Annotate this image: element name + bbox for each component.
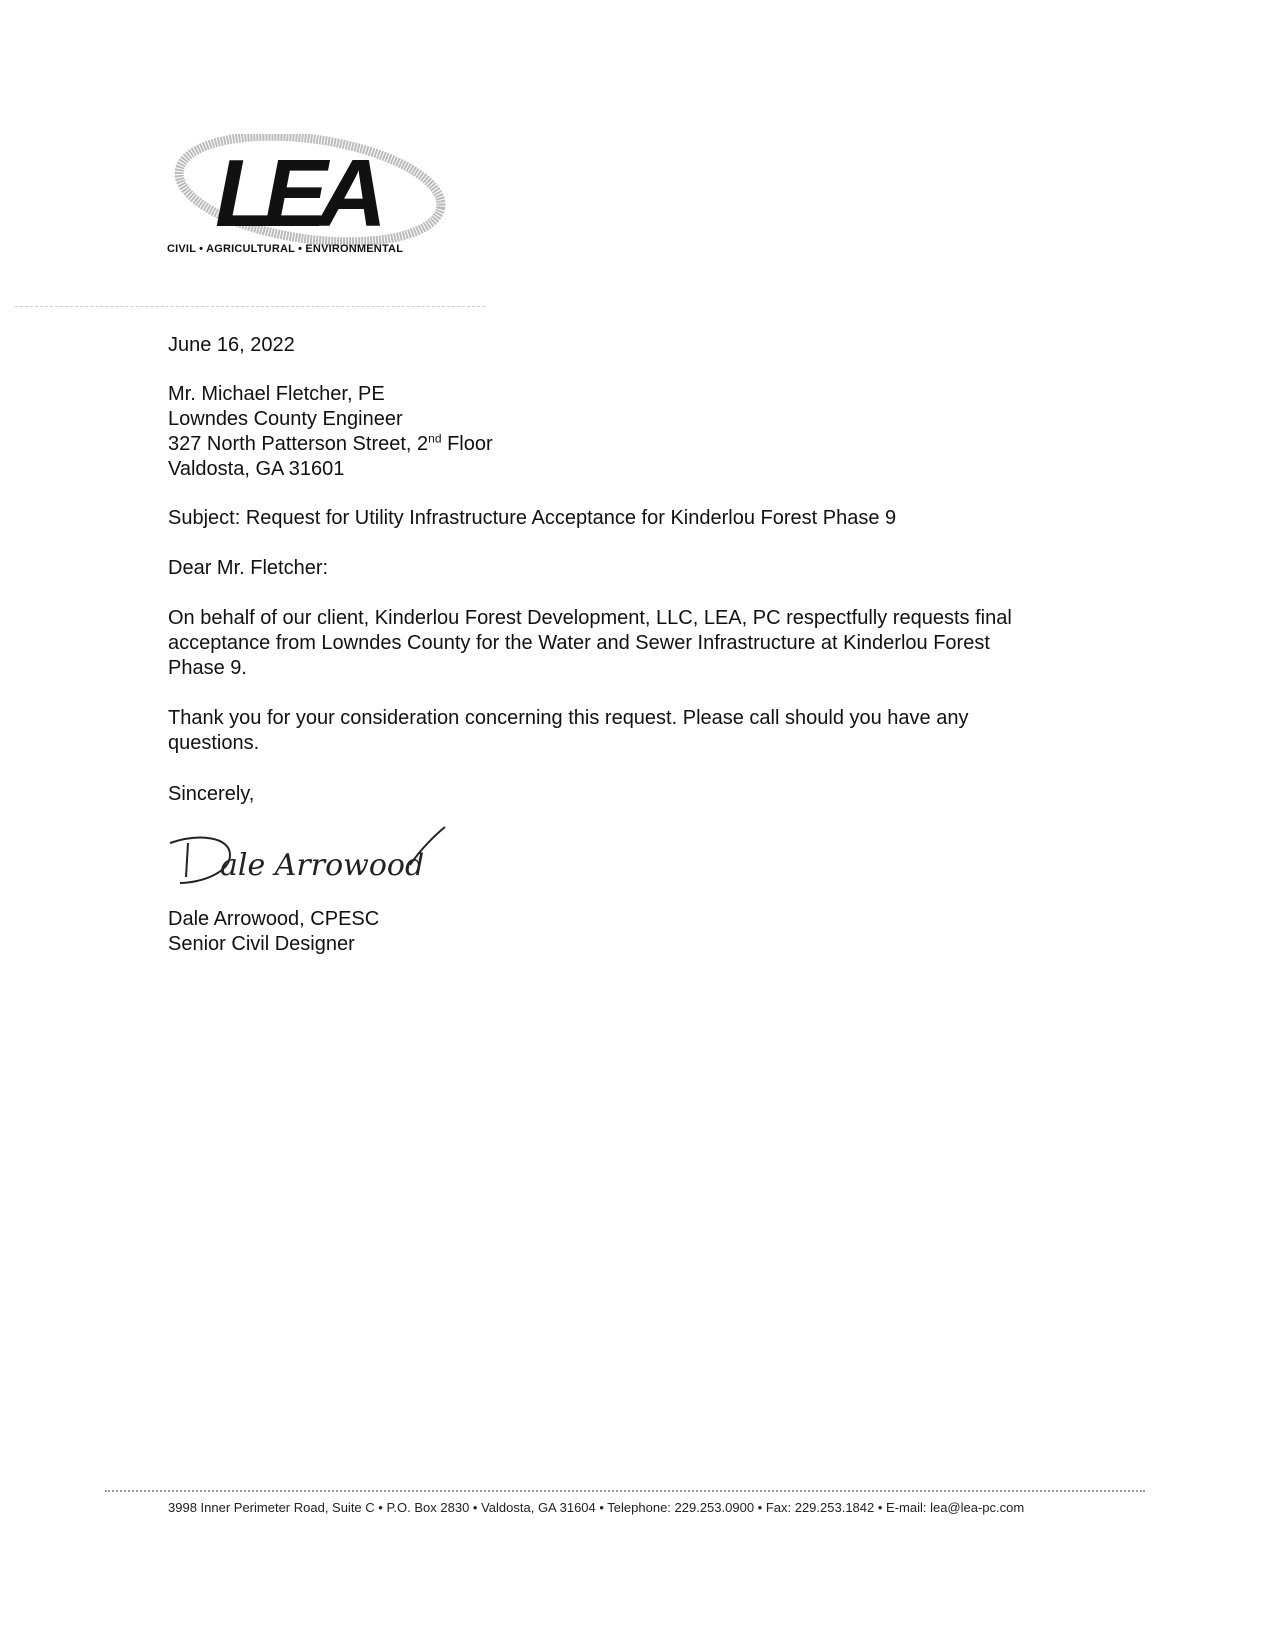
svg-text:ale Arrowood: ale Arrowood	[220, 848, 425, 883]
footer-divider	[105, 1490, 1145, 1492]
body-line: Phase 9.	[168, 657, 247, 679]
subject-line: Subject: Request for Utility Infrastructure Acceptance for Kinderlou Forest Phase 9	[168, 507, 897, 529]
signer-title: Senior Civil Designer	[168, 933, 355, 955]
footer-contact: 3998 Inner Perimeter Road, Suite C • P.O. Box 2830 • Valdosta, GA 31604 • Telephone: 229.253.0900 • Fax: 229.253.1842 • E-mail: lea@lea-pc.com	[168, 1500, 1025, 1515]
signer-name: Dale Arrowood, CPESC	[168, 908, 380, 930]
recipient-street	[168, 432, 493, 457]
signature	[160, 825, 450, 895]
logo-tagline: CIVIL • AGRICULTURAL • ENVIRONMENTAL	[167, 243, 404, 255]
letter-date: June 16, 2022	[168, 334, 295, 356]
recipient-city: Valdosta, GA 31601	[168, 458, 345, 480]
body-line: On behalf of our client, Kinderlou Forest Development, LLC, LEA, PC respectfully requests final	[168, 607, 1012, 629]
salutation: Dear Mr. Fletcher:	[168, 557, 329, 579]
lea-logo	[165, 134, 450, 259]
body-line: Thank you for your consideration concerning this request. Please call should you have any	[168, 707, 969, 729]
header-divider	[15, 306, 485, 307]
svg-text:LEA: LEA	[215, 140, 377, 247]
body-line: acceptance from Lowndes County for the Water and Sewer Infrastructure at Kinderlou Forest	[168, 632, 990, 654]
street-text: 327 North Patterson Street, 2	[168, 433, 429, 455]
recipient-name: Mr. Michael Fletcher, PE	[168, 383, 385, 405]
closing: Sincerely,	[168, 783, 255, 805]
street-floor: Floor	[441, 433, 493, 455]
recipient-title: Lowndes County Engineer	[168, 408, 403, 430]
body-line: questions.	[168, 732, 260, 754]
ordinal-suffix: nd	[428, 431, 442, 446]
